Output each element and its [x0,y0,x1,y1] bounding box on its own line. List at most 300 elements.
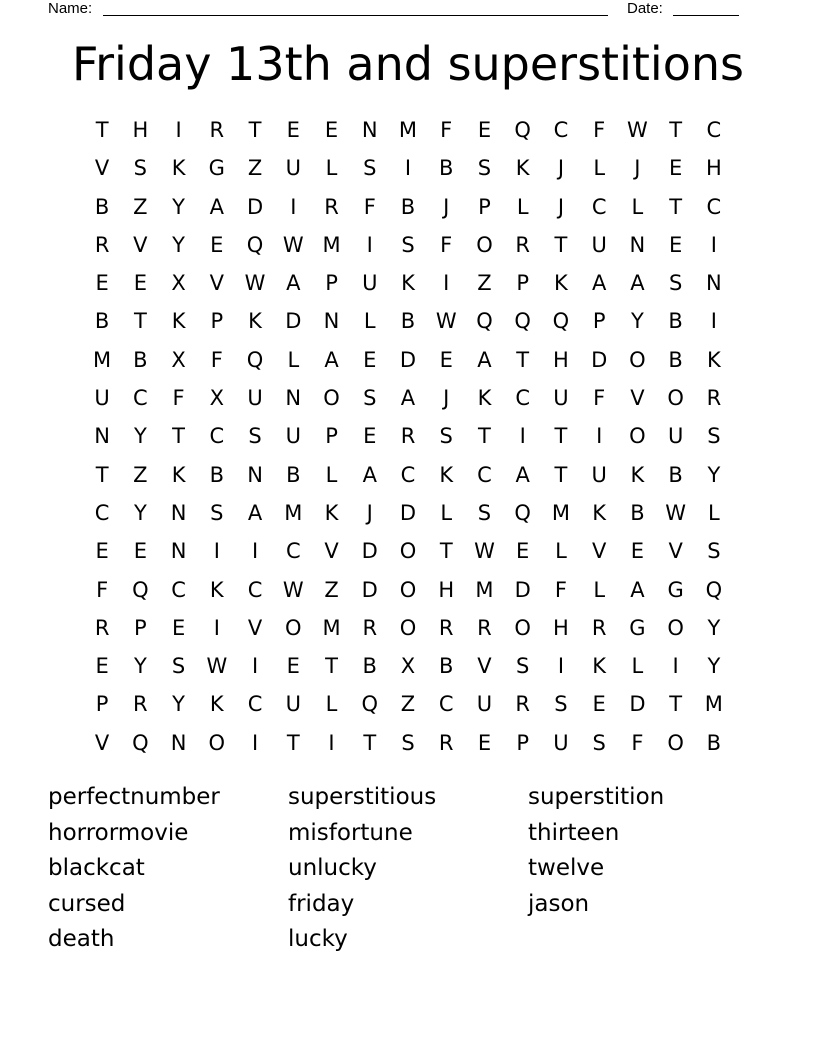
grid-letter: R [438,730,454,755]
grid-row [83,379,733,417]
word-column [48,780,288,958]
grid-letter: I [443,271,450,296]
grid-letter: M [704,692,723,717]
grid-letter: S [707,424,721,449]
grid-letter: O [285,615,302,640]
grid-letter: A [630,271,645,296]
grid-letter: U [591,232,607,257]
grid-letter: R [477,615,492,640]
grid-letter: N [285,386,302,411]
grid-letter: T [669,118,683,142]
grid-letter: S [363,386,377,411]
grid-letter: I [710,309,717,334]
grid-letter: V [477,654,492,679]
grid-letter: W [435,309,457,334]
grid-letter: N [170,539,187,564]
grid-letter: Z [247,156,263,181]
grid-letter: U [247,386,263,411]
grid-letter: E [95,654,109,679]
grid-letter: V [94,156,110,181]
grid-letter: U [285,692,301,717]
grid-letter: C [477,462,492,487]
grid-letter: E [133,539,147,564]
grid-row [83,302,733,340]
grid-letter: L [287,347,300,372]
grid-row [83,456,733,494]
grid-letter: Y [707,615,721,640]
grid-letter: T [248,118,262,142]
grid-row [83,609,733,647]
grid-letter: R [438,615,454,640]
grid-letter: B [668,462,683,487]
grid-row [83,188,733,226]
grid-letter: F [210,347,223,372]
grid-letter: I [366,232,373,257]
grid-letter: I [672,654,679,679]
grid-letter: X [209,386,225,411]
grid-letter: B [668,347,683,372]
grid-letter: S [248,424,262,449]
grid-letter: C [438,692,454,717]
grid-letter: Y [133,424,147,449]
grid-letter: F [363,194,376,219]
grid-letter: P [325,271,338,296]
grid-letter: T [439,539,453,564]
word-item: friday [288,890,355,917]
grid-row [83,111,733,149]
grid-letter: S [707,539,721,564]
grid-letter: F [593,118,606,142]
grid-letter: H [553,347,569,372]
word-item: jason [528,890,590,917]
grid-letter: G [667,577,684,602]
grid-letter: N [323,309,340,334]
grid-letter: H [438,577,455,602]
page-title: Friday 13th and superstitions [72,37,744,91]
grid-letter: I [213,539,220,564]
grid-letter: R [400,424,416,449]
grid-letter: C [706,194,722,219]
grid-letter: C [706,118,722,142]
grid-letter: W [282,577,304,602]
grid-letter: T [325,654,338,679]
grid-letter: Y [707,462,721,487]
grid-letter: O [629,347,646,372]
grid-row [83,685,733,723]
grid-letter: S [210,500,224,525]
grid-letter: D [361,577,378,602]
grid-letter: O [208,730,226,755]
grid-letter: M [322,615,341,640]
grid-letter: K [592,654,607,679]
grid-letter: H [553,615,569,640]
grid-letter: G [629,615,646,640]
grid-letter: C [515,386,531,411]
grid-letter: L [555,539,567,564]
grid-row [83,264,733,302]
grid-letter: K [171,462,186,487]
grid-row [83,417,733,455]
grid-letter: S [554,692,568,717]
grid-letter: L [516,194,529,219]
grid-letter: O [323,386,340,411]
grid-letter: T [554,232,568,257]
grid-letter: S [477,156,492,181]
grid-letter: T [363,730,377,755]
grid-letter: P [325,424,338,449]
grid-letter: F [631,730,644,755]
date-label: Date: [627,0,663,17]
grid-letter: R [515,692,530,717]
grid-letter: N [247,462,263,487]
grid-letter: B [133,347,148,372]
grid-letter: D [591,347,608,372]
grid-letter: C [94,500,110,525]
grid-letter: F [172,386,185,411]
grid-letter: W [474,539,495,564]
grid-letter: Z [324,577,339,602]
grid-letter: B [439,156,454,181]
grid-letter: S [133,156,148,181]
grid-letter: Q [132,730,149,755]
grid-letter: P [134,615,147,640]
grid-letter: E [630,539,645,564]
grid-letter: E [363,347,377,372]
word-item: perfectnumber [48,784,220,810]
grid-letter: K [401,271,415,296]
grid-letter: X [171,271,186,296]
grid-letter: F [440,118,453,142]
word-list [48,780,768,958]
grid-row [83,494,733,532]
grid-letter: Q [132,577,149,602]
grid-letter: A [630,577,645,602]
grid-letter: L [631,654,644,679]
grid-letter: V [133,232,148,257]
grid-letter: O [399,615,417,640]
grid-letter: A [400,386,416,411]
grid-letter: N [706,271,722,296]
word-item: thirteen [528,819,620,846]
word-column [288,780,528,958]
grid-letter: E [286,654,300,679]
grid-letter: C [133,386,148,411]
grid-letter: S [401,730,415,755]
grid-letter: I [251,654,259,679]
grid-letter: Y [707,654,721,679]
grid-letter: C [591,194,607,219]
grid-letter: U [476,692,493,717]
grid-letter: E [477,730,492,755]
grid-letter: V [247,615,263,640]
grid-letter: P [95,692,109,717]
grid-letter: W [244,271,266,296]
grid-letter: U [591,462,607,487]
grid-letter: U [94,386,110,411]
grid-letter: O [399,577,417,602]
grid-letter: Z [133,462,148,487]
grid-letter: E [516,539,530,564]
grid-letter: I [557,654,565,679]
word-item: horrormovie [48,819,189,846]
grid-letter: F [554,577,567,602]
grid-letter: E [324,118,339,142]
name-blank-line [103,0,608,16]
grid-letter: E [95,271,109,296]
grid-letter: N [94,424,110,449]
grid-letter: B [286,462,301,487]
grid-letter: Q [476,309,493,334]
grid-letter: K [630,462,645,487]
word-item: misfortune [288,819,413,846]
grid-letter: X [400,654,416,679]
grid-row [83,724,733,762]
grid-letter: R [94,615,110,640]
grid-letter: D [514,577,531,602]
grid-letter: N [170,500,187,525]
grid-letter: Y [172,692,185,717]
grid-letter: A [477,347,492,372]
grid-letter: C [247,577,263,602]
grid-letter: M [475,577,494,602]
word-item: superstition [528,784,665,810]
grid-letter: J [443,386,450,411]
grid-letter: I [290,194,297,219]
grid-letter: F [96,577,109,602]
grid-letter: S [516,654,530,679]
grid-letter: R [706,386,722,411]
grid-letter: W [627,118,648,142]
grid-letter: N [361,118,378,142]
grid-letter: A [247,500,263,525]
grid-letter: S [401,232,415,257]
grid-letter: L [363,309,376,334]
grid-letter: B [209,462,225,487]
grid-letter: O [667,386,684,411]
grid-letter: Z [400,692,416,717]
grid-letter: L [631,194,644,219]
grid-letter: E [286,118,300,142]
grid-letter: M [322,232,341,257]
grid-letter: P [210,309,224,334]
grid-letter: Z [477,271,492,296]
grid-letter: U [362,271,378,296]
grid-letter: Q [514,500,531,525]
grid-letter: S [592,730,606,755]
grid-letter: H [132,118,149,142]
word-item: twelve [528,855,605,882]
grid-letter: D [361,539,378,564]
grid-letter: L [593,577,606,602]
grid-letter: C [247,692,263,717]
grid-letter: D [285,309,302,334]
grid-letter: R [362,615,378,640]
grid-letter: Q [246,232,264,257]
grid-letter: K [171,156,186,181]
grid-letter: B [400,194,416,219]
grid-letter: N [170,730,187,755]
grid-letter: R [94,232,110,257]
grid-letter: R [209,118,225,142]
grid-letter: O [667,730,684,755]
grid-letter: T [95,118,109,142]
grid-letter: K [515,156,530,181]
grid-letter: D [399,500,417,525]
grid-row [83,226,733,264]
grid-letter: U [285,424,301,449]
grid-letter: U [667,424,684,449]
grid-letter: L [325,156,338,181]
grid-letter: M [284,500,303,525]
grid-letter: I [404,156,412,181]
grid-letter: Y [133,654,147,679]
grid-row [83,571,733,609]
grid-letter: B [400,309,416,334]
grid-letter: A [286,271,301,296]
grid-letter: G [208,156,225,181]
grid-letter: K [324,500,339,525]
grid-letter: S [439,424,453,449]
grid-letter: U [553,730,569,755]
grid-letter: B [439,654,454,679]
grid-row [83,532,733,570]
grid-letter: H [705,156,722,181]
word-column [528,780,768,958]
grid-letter: T [133,309,147,334]
grid-letter: S [477,500,492,525]
grid-letter: I [519,424,526,449]
grid-letter: I [596,424,603,449]
grid-letter: N [629,232,646,257]
grid-letter: Y [172,194,185,219]
grid-letter: A [209,194,224,219]
grid-letter: Q [514,309,531,334]
grid-letter: K [209,692,224,717]
grid-letter: W [206,654,228,679]
grid-letter: L [325,462,338,487]
grid-letter: L [325,692,338,717]
grid-letter: S [363,156,377,181]
grid-letter: O [514,615,531,640]
date-blank-line [673,0,739,16]
grid-letter: T [669,692,683,717]
grid-letter: B [362,654,377,679]
grid-letter: I [175,118,182,142]
grid-letter: R [591,615,607,640]
grid-row [83,647,733,685]
grid-letter: E [668,156,683,181]
grid-letter: B [630,500,645,525]
grid-letter: B [94,309,110,334]
grid-letter: B [94,194,110,219]
grid-letter: E [592,692,606,717]
grid-letter: B [706,730,722,755]
grid-letter: U [285,156,301,181]
grid-letter: E [133,271,147,296]
grid-letter: F [440,232,453,257]
grid-letter: R [515,232,530,257]
grid-letter: T [554,462,568,487]
grid-letter: K [554,271,568,296]
grid-letter: J [634,156,641,181]
grid-letter: Y [133,500,147,525]
grid-letter: E [171,615,186,640]
grid-letter: I [251,730,259,755]
grid-letter: Q [705,577,723,602]
grid-letter: V [94,730,110,755]
word-item: lucky [288,926,348,953]
grid-letter: T [95,462,109,487]
grid-letter: P [592,309,606,334]
grid-letter: K [592,500,607,525]
grid-letter: I [710,232,717,257]
grid-letter: C [400,462,416,487]
header [48,0,748,18]
grid-letter: E [210,232,224,257]
grid-letter: V [668,539,683,564]
grid-letter: I [251,539,259,564]
grid-letter: Q [552,309,570,334]
grid-letter: A [362,462,377,487]
grid-letter: Q [514,118,531,142]
grid-letter: O [667,615,684,640]
grid-letter: V [630,386,645,411]
grid-letter: E [668,232,683,257]
grid-letter: P [478,194,491,219]
grid-letter: B [668,309,683,334]
grid-letter: V [591,539,607,564]
grid-letter: M [93,347,112,372]
grid-letter: X [171,347,186,372]
grid-letter: T [478,424,491,449]
grid-letter: K [439,462,454,487]
grid-letter: D [629,692,646,717]
grid-letter: C [553,118,569,142]
grid-letter: J [557,194,565,219]
grid-letter: F [593,386,606,411]
grid-letter: L [708,500,720,525]
grid-letter: M [398,118,418,142]
grid-row [83,341,733,379]
word-item: unlucky [288,855,377,882]
grid-letter: J [557,156,565,181]
grid-letter: O [476,232,493,257]
grid-letter: I [213,615,220,640]
grid-letter: O [629,424,646,449]
grid-letter: A [515,462,530,487]
grid-letter: A [324,347,339,372]
grid-letter: K [171,309,186,334]
grid-letter: J [443,194,450,219]
grid-letter: V [324,539,339,564]
grid-letter: C [171,577,186,602]
word-item: cursed [48,890,126,917]
grid-letter: T [669,194,683,219]
word-item: death [48,926,115,953]
grid-letter: K [209,577,224,602]
word-item: superstitious [288,784,437,810]
grid-letter: D [246,194,264,219]
grid-letter: P [516,730,530,755]
grid-letter: S [668,271,683,296]
grid-letter: Y [630,309,644,334]
grid-letter: K [706,347,721,372]
grid-letter: E [439,347,453,372]
word-search-grid [83,111,733,762]
grid-letter: R [324,194,339,219]
grid-letter: E [477,118,492,142]
grid-letter: C [209,424,225,449]
